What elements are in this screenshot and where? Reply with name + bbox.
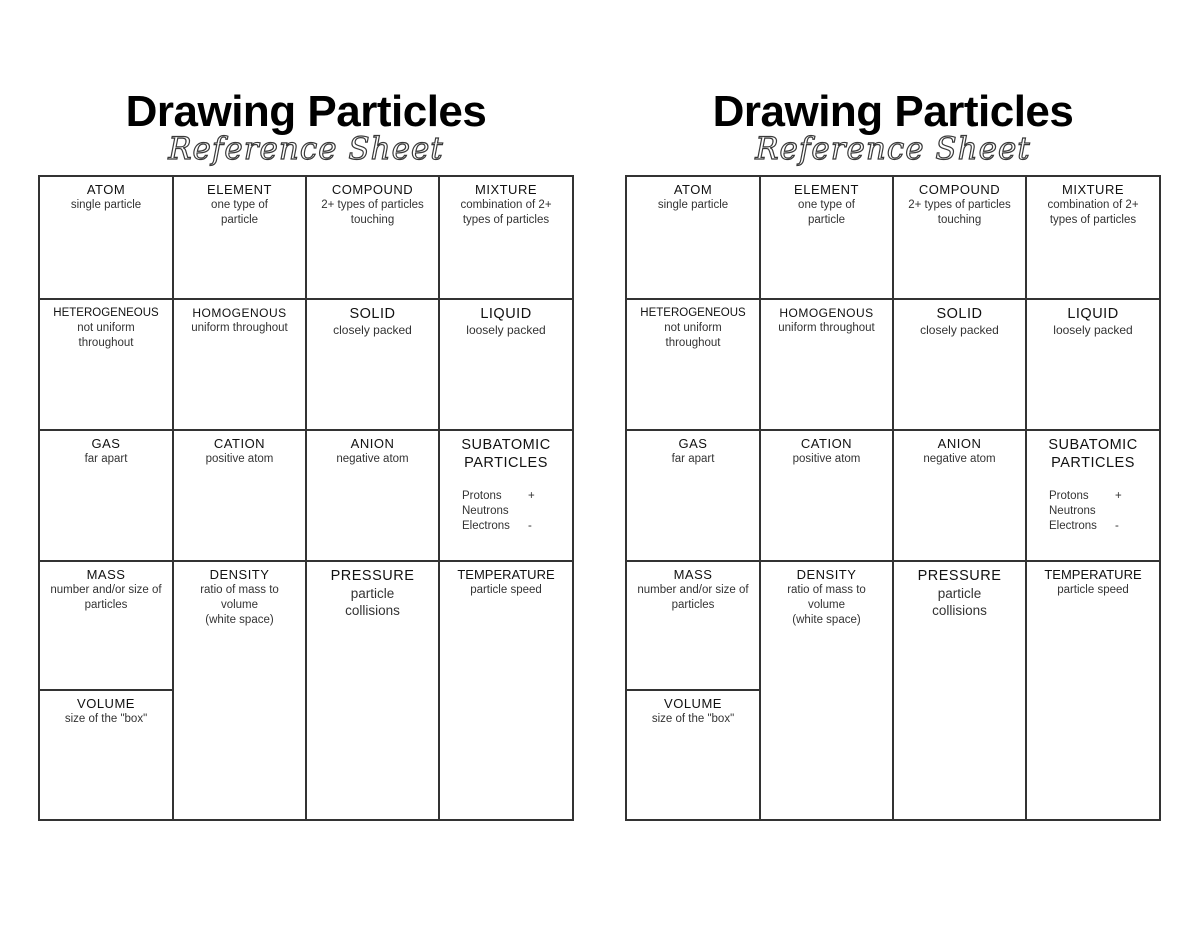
list-item <box>462 504 572 519</box>
definition-compound: 2+ types of particles touching <box>321 199 424 226</box>
cell-compound <box>307 177 440 300</box>
term-liquid: LIQUID <box>480 306 532 322</box>
sheet-title: Drawing Particles <box>712 87 1074 136</box>
term-mass: MASS <box>673 567 713 582</box>
cell-volume <box>627 691 761 819</box>
vocabulary-grid <box>38 175 574 821</box>
term-density: DENSITY <box>796 567 857 582</box>
particle-charge: - <box>528 520 532 532</box>
definition-mixture: combination of 2+ types of particles <box>460 199 552 226</box>
definition-cation: positive atom <box>205 453 274 465</box>
term-anion: ANION <box>937 436 982 451</box>
term-gas: GAS <box>91 436 121 451</box>
cell-heterogeneous <box>627 300 761 431</box>
definition-atom: single particle <box>70 199 142 211</box>
term-liquid: LIQUID <box>1067 306 1119 322</box>
term-atom: ATOM <box>86 182 126 197</box>
term-element: ELEMENT <box>207 182 272 197</box>
definition-volume: size of the "box" <box>64 713 148 725</box>
term-pressure: PRESSURE <box>917 568 1002 584</box>
cell-mass <box>40 562 174 691</box>
term-volume: VOLUME <box>77 696 135 711</box>
term-atom: ATOM <box>673 182 713 197</box>
term-subatomic-particles: SUBATOMIC PARTICLES <box>461 437 551 471</box>
particle-name: Protons <box>1049 490 1089 502</box>
cell-solid <box>894 300 1027 431</box>
term-gas: GAS <box>678 436 708 451</box>
list-item <box>1049 519 1159 534</box>
sheet-title: Drawing Particles <box>125 87 487 136</box>
definition-pressure: particle collisions <box>345 586 400 618</box>
cell-temperature <box>440 562 572 819</box>
definition-mass: number and/or size of particles <box>50 584 162 611</box>
cell-pressure <box>307 562 440 819</box>
term-temperature: TEMPERATURE <box>457 567 555 582</box>
definition-element: one type of particle <box>798 199 855 226</box>
definition-anion: negative atom <box>923 453 996 465</box>
particle-charge: + <box>528 490 535 502</box>
definition-solid: closely packed <box>333 323 412 337</box>
subatomic-particle-list <box>1027 489 1159 534</box>
note-density: (white space) <box>205 614 274 626</box>
definition-compound: 2+ types of particles touching <box>908 199 1011 226</box>
cell-gas <box>627 431 761 562</box>
term-heterogeneous: HETEROGENEOUS <box>640 307 746 319</box>
cell-homogenous <box>761 300 894 431</box>
cell-heterogeneous <box>40 300 174 431</box>
definition-temperature: particle speed <box>1057 584 1129 596</box>
cell-atom <box>40 177 174 300</box>
term-mixture: MIXTURE <box>475 182 537 197</box>
particle-name: Electrons <box>1049 520 1097 532</box>
term-compound: COMPOUND <box>918 182 1001 197</box>
definition-density: ratio of mass to volume <box>200 584 279 611</box>
cell-anion <box>894 431 1027 562</box>
cell-atom <box>627 177 761 300</box>
term-homogenous: HOMOGENOUS <box>192 306 287 320</box>
cell-density <box>174 562 307 819</box>
particle-name: Neutrons <box>462 505 509 517</box>
sheet-subtitle: Reference Sheet <box>168 131 444 167</box>
definition-heterogeneous: not uniform throughout <box>664 322 722 349</box>
definition-homogenous: uniform throughout <box>778 322 875 334</box>
term-density: DENSITY <box>209 567 270 582</box>
reference-sheet-left <box>38 0 574 927</box>
definition-mass: number and/or size of particles <box>637 584 749 611</box>
cell-subatomic-particles <box>1027 431 1159 562</box>
particle-name: Electrons <box>462 520 510 532</box>
cell-element <box>174 177 307 300</box>
cell-subatomic-particles <box>440 431 572 562</box>
cell-element <box>761 177 894 300</box>
term-element: ELEMENT <box>794 182 859 197</box>
definition-cation: positive atom <box>792 453 861 465</box>
definition-atom: single particle <box>657 199 729 211</box>
definition-temperature: particle speed <box>470 584 542 596</box>
definition-solid: closely packed <box>920 323 999 337</box>
term-cation: CATION <box>800 436 853 451</box>
cell-mixture <box>1027 177 1159 300</box>
subatomic-particle-list <box>440 489 572 534</box>
term-mixture: MIXTURE <box>1062 182 1124 197</box>
definition-element: one type of particle <box>211 199 268 226</box>
cell-cation <box>761 431 894 562</box>
cell-liquid <box>1027 300 1159 431</box>
sheet-subtitle: Reference Sheet <box>755 131 1031 167</box>
term-temperature: TEMPERATURE <box>1044 567 1142 582</box>
cell-anion <box>307 431 440 562</box>
reference-sheet-right <box>625 0 1161 927</box>
definition-gas: far apart <box>84 453 128 465</box>
cell-homogenous <box>174 300 307 431</box>
term-cation: CATION <box>213 436 266 451</box>
list-item <box>462 519 572 534</box>
particle-name: Protons <box>462 490 502 502</box>
term-pressure: PRESSURE <box>330 568 415 584</box>
particle-charge: - <box>1115 520 1119 532</box>
definition-anion: negative atom <box>336 453 409 465</box>
vocabulary-grid <box>625 175 1161 821</box>
definition-liquid: loosely packed <box>466 323 546 337</box>
term-solid: SOLID <box>349 306 396 322</box>
list-item <box>462 489 572 504</box>
cell-gas <box>40 431 174 562</box>
definition-liquid: loosely packed <box>1053 323 1133 337</box>
list-item <box>1049 489 1159 504</box>
definition-heterogeneous: not uniform throughout <box>77 322 135 349</box>
definition-homogenous: uniform throughout <box>191 322 288 334</box>
note-density: (white space) <box>792 614 861 626</box>
definition-volume: size of the "box" <box>651 713 735 725</box>
term-subatomic-particles: SUBATOMIC PARTICLES <box>1048 437 1138 471</box>
definition-mixture: combination of 2+ types of particles <box>1047 199 1139 226</box>
term-compound: COMPOUND <box>331 182 414 197</box>
cell-pressure <box>894 562 1027 819</box>
definition-gas: far apart <box>671 453 715 465</box>
cell-compound <box>894 177 1027 300</box>
particle-name: Neutrons <box>1049 505 1096 517</box>
cell-volume <box>40 691 174 819</box>
term-mass: MASS <box>86 567 126 582</box>
term-solid: SOLID <box>936 306 983 322</box>
cell-mass <box>627 562 761 691</box>
particle-charge: + <box>1115 490 1122 502</box>
term-volume: VOLUME <box>664 696 722 711</box>
term-homogenous: HOMOGENOUS <box>779 306 874 320</box>
cell-liquid <box>440 300 572 431</box>
cell-density <box>761 562 894 819</box>
cell-solid <box>307 300 440 431</box>
term-heterogeneous: HETEROGENEOUS <box>53 307 159 319</box>
definition-pressure: particle collisions <box>932 586 987 618</box>
cell-temperature <box>1027 562 1159 819</box>
list-item <box>1049 504 1159 519</box>
cell-cation <box>174 431 307 562</box>
cell-mixture <box>440 177 572 300</box>
definition-density: ratio of mass to volume <box>787 584 866 611</box>
term-anion: ANION <box>350 436 395 451</box>
